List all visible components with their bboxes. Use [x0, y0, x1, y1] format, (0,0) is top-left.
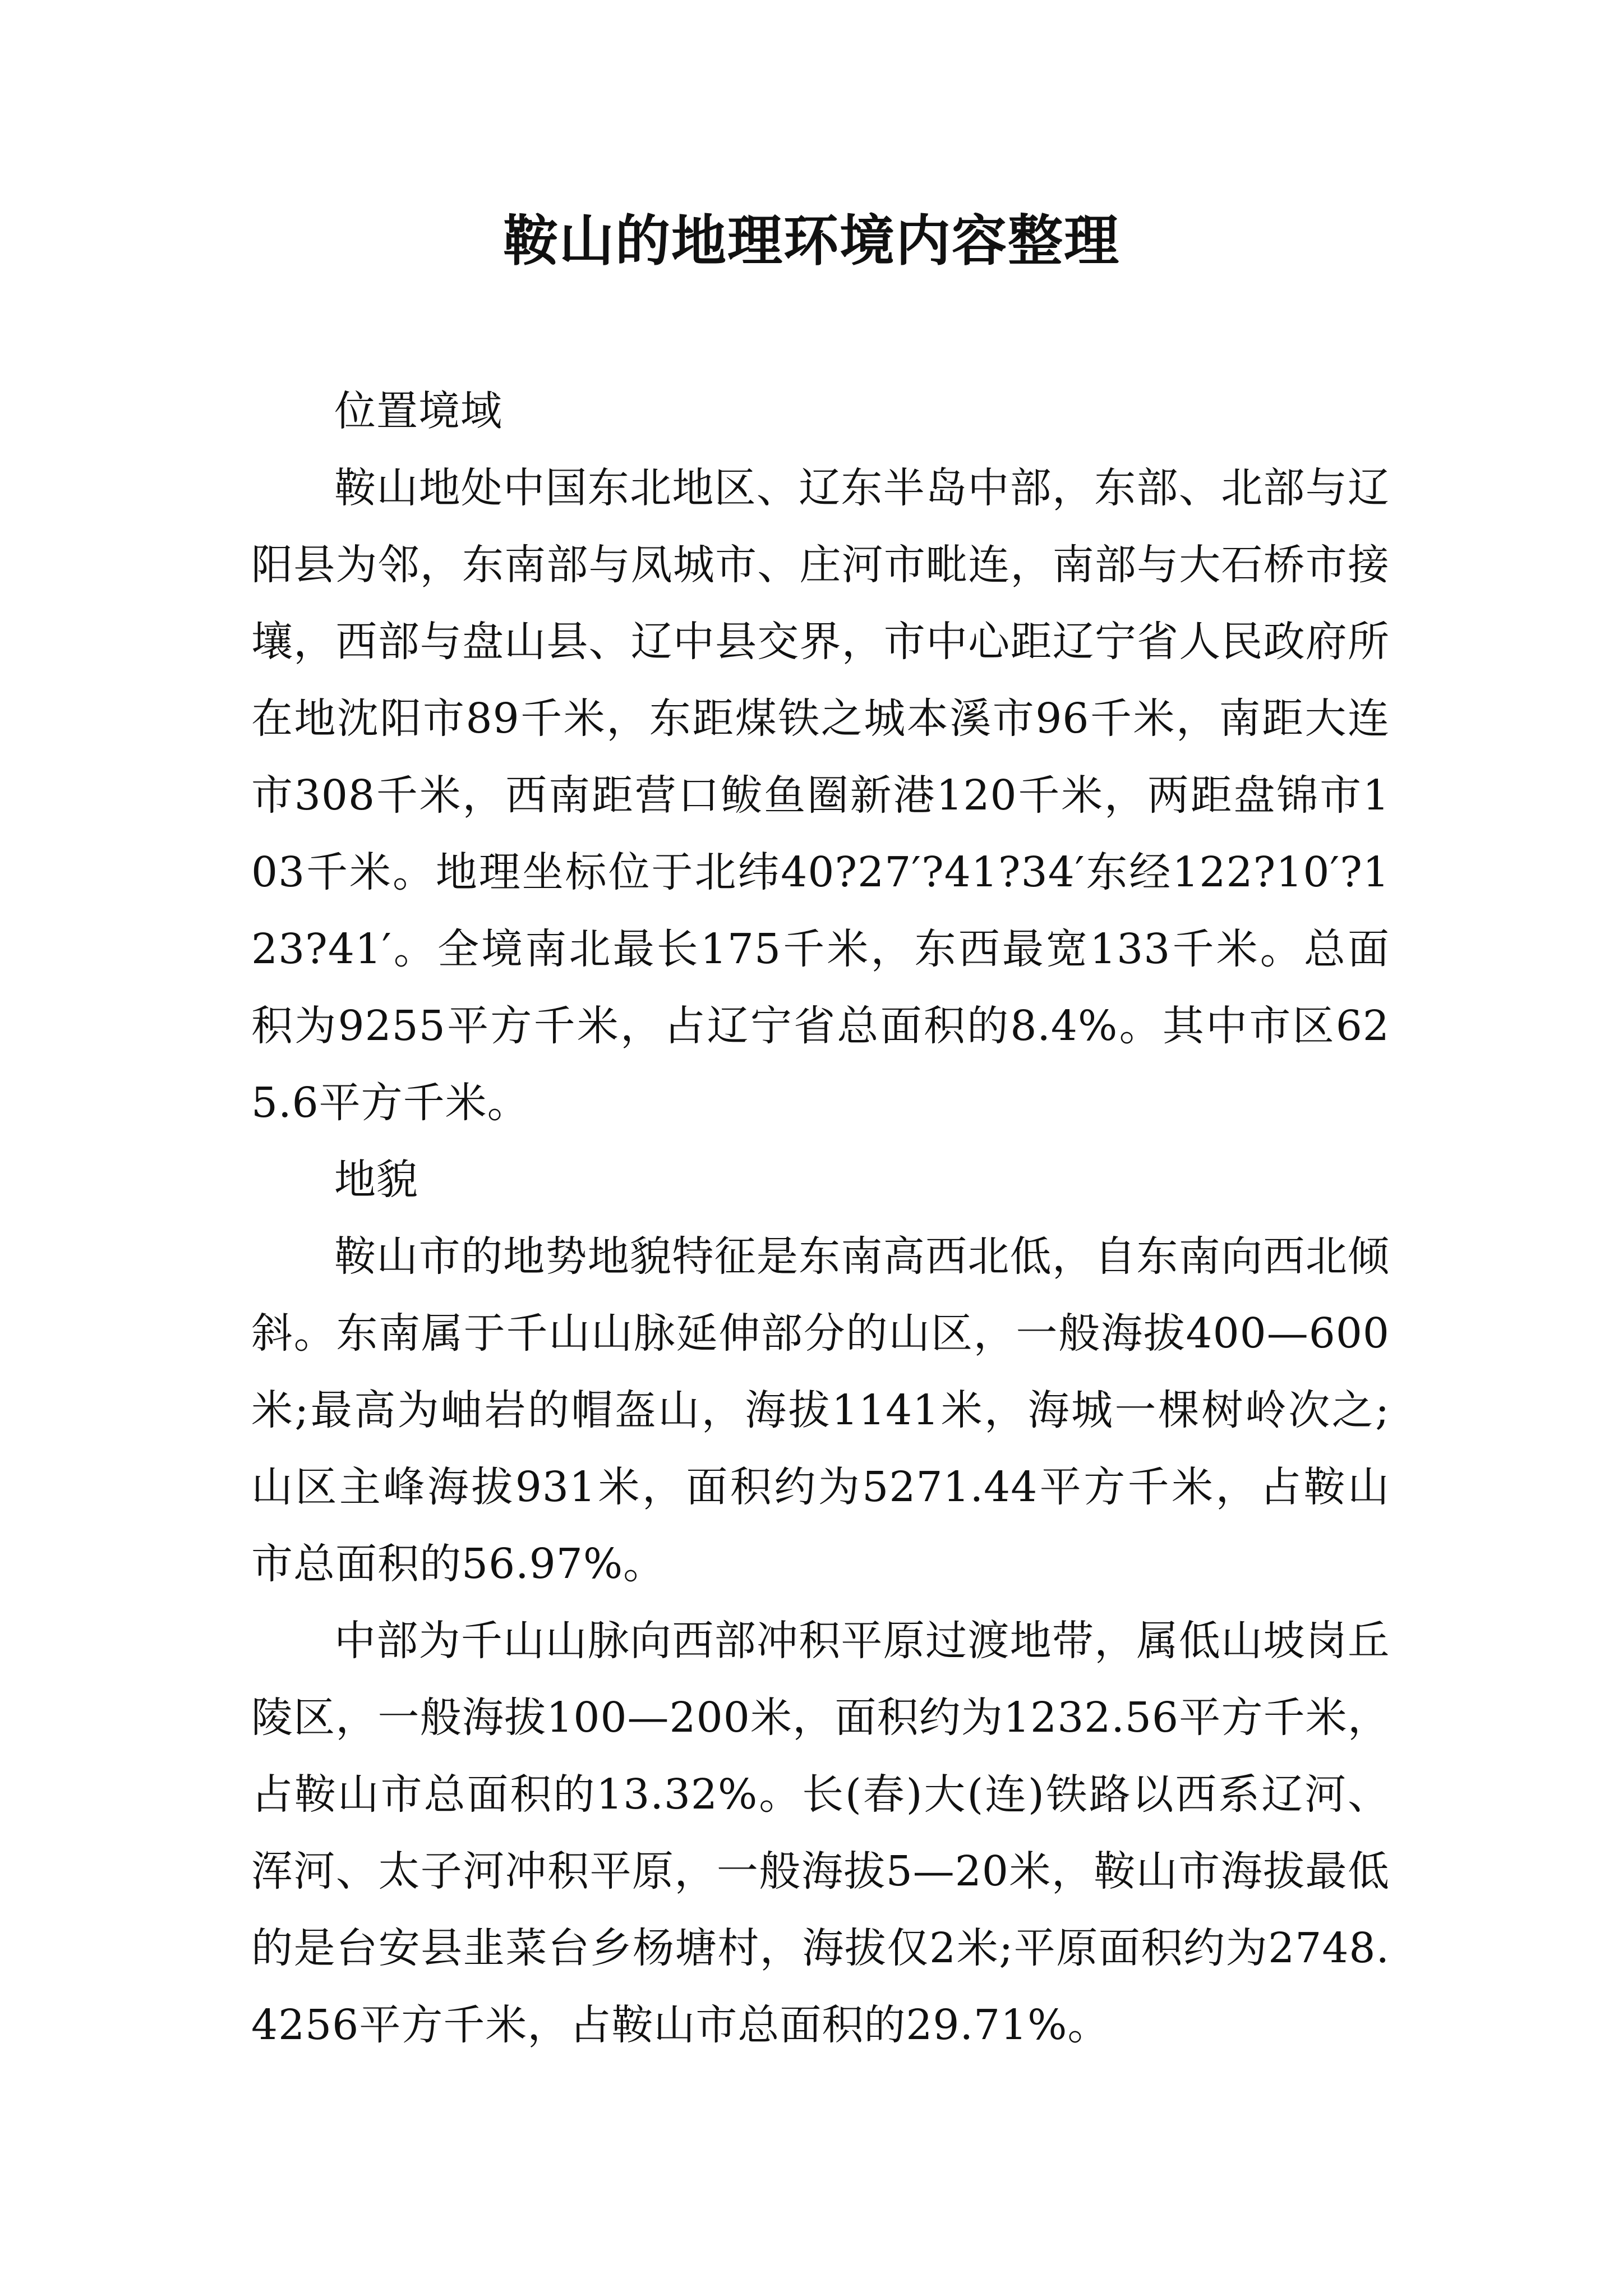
paragraph-landform-central: 中部为千山山脉向西部冲积平原过渡地带，属低山坡岗丘陵区，一般海拔100—200米，面积约为1232.56平方千米，占鞍山市总面积的13.32%。长(春)大(连)铁路以西系辽河、浑河、太子河冲积平原，一般海拔5—20米，鞍山市海拔最低的是台安县韭菜台乡杨塘村，海拔仅2米;平原面积约为2748.4256平方千米，占鞍山市总面积的29.71%。: [251, 1617, 1390, 2049]
paragraph-location: 鞍山地处中国东北地区、辽东半岛中部，东部、北部与辽阳县为邻，东南部与凤城市、庄河市毗连，南部与大石桥市接壤，西部与盘山县、辽中县交界，市中心距辽宁省人民政府所在地沈阳市89千米，东距煤铁之城本溪市96千米，南距大连市308千米，西南距营口鲅鱼圈新港120千米，两距盘锦市103千米。地理坐标位于北纬40?27′?41?34′东经122?10′?123?41′。全境南北最长175千米，东西最宽133千米。总面积为9255平方千米，占辽宁省总面积的8.4%。其中市区625.6平方千米。: [251, 464, 1390, 1127]
section-heading-landform: 地貌: [334, 1156, 418, 1204]
paragraph-landform-southeast: 鞍山市的地势地貌特征是东南高西北低，自东南向西北倾斜。东南属于千山山脉延伸部分的山区，一般海拔400—600米;最高为岫岩的帽盔山，海拔1141米，海城一棵树岭次之;山区主峰海拔931米，面积约为5271.44平方千米，占鞍山市总面积的56.97%。: [251, 1232, 1390, 1588]
document-body: [251, 373, 1390, 2064]
section-heading-location: 位置境域: [334, 387, 502, 435]
document-title: 鞍山的地理环境内容整理: [502, 209, 1120, 273]
